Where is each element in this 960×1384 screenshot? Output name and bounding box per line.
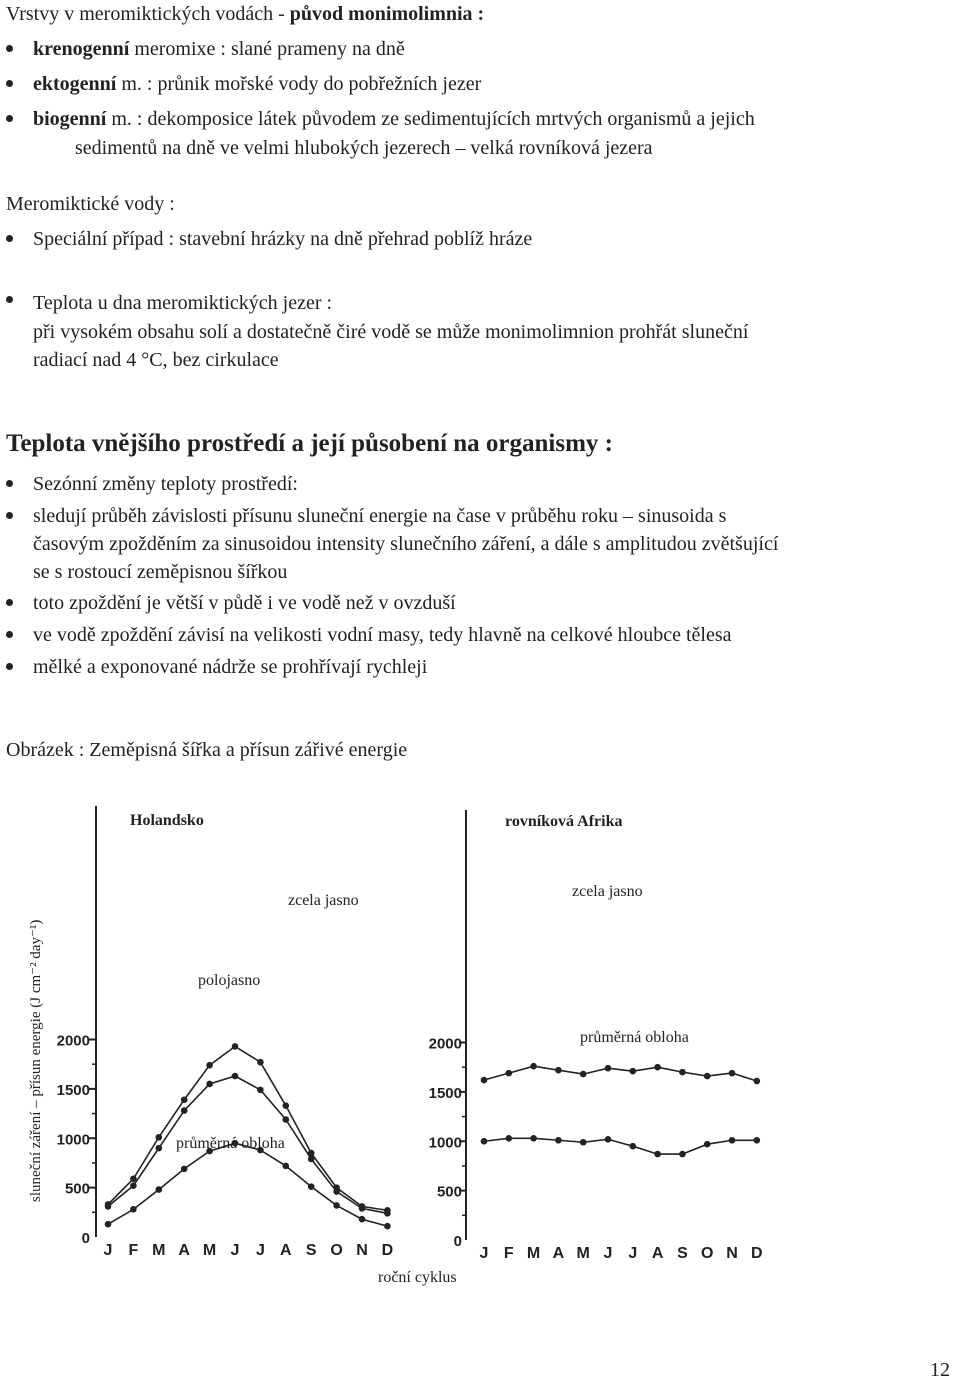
x-tick-label: M bbox=[202, 1242, 217, 1259]
x-tick-label: S bbox=[677, 1245, 688, 1262]
data-point bbox=[156, 1134, 163, 1141]
data-point bbox=[605, 1065, 612, 1072]
x-tick-label: A bbox=[280, 1242, 292, 1259]
list-item-continuation: časovým zpožděním za sinusoidou intensity slunečního záření, a dále s amplitudou zvětšující bbox=[33, 533, 779, 555]
list-item-continuation: se s rostoucí zeměpisnou šířkou bbox=[33, 561, 288, 583]
x-tick-label: D bbox=[381, 1242, 394, 1259]
data-point bbox=[530, 1135, 537, 1142]
data-point bbox=[654, 1151, 661, 1158]
list-item-text: m. : dekomposice látek původem ze sedimentujících mrtvých organismů a jejich bbox=[106, 108, 755, 130]
series-line bbox=[108, 1143, 387, 1226]
data-point bbox=[206, 1062, 213, 1069]
series-label: polojasno bbox=[198, 972, 261, 989]
x-tick-label: M bbox=[526, 1245, 541, 1262]
data-point bbox=[555, 1137, 562, 1144]
list-item: Speciální případ : stavební hrázky na dně přehrad poblíž hráze bbox=[33, 228, 533, 250]
series-line bbox=[484, 1066, 757, 1081]
list-item bbox=[33, 72, 481, 96]
list-item bbox=[33, 107, 755, 131]
list-item-continuation: při vysokém obsahu solí a dostatečně čiré vodě se může monimolimnion prohřát sluneční bbox=[33, 321, 749, 343]
data-point bbox=[530, 1063, 537, 1070]
data-point bbox=[506, 1070, 513, 1077]
x-tick-label: F bbox=[503, 1245, 514, 1262]
chart-right bbox=[429, 810, 763, 1262]
data-point bbox=[679, 1151, 686, 1158]
data-point bbox=[580, 1139, 587, 1146]
y-tick-label: 0 bbox=[453, 1233, 462, 1250]
section1-heading-bold: původ monimolimnia : bbox=[289, 3, 485, 25]
data-point bbox=[232, 1073, 239, 1080]
section1-heading bbox=[6, 2, 484, 26]
bullet-dot bbox=[6, 115, 13, 122]
x-tick-label: A bbox=[178, 1242, 190, 1259]
x-tick-label: J bbox=[603, 1245, 613, 1262]
bullet-dot bbox=[6, 235, 13, 242]
data-point bbox=[333, 1188, 340, 1195]
list-item: mělké a exponované nádrže se prohřívají rychleji bbox=[33, 656, 428, 678]
data-point bbox=[232, 1043, 239, 1050]
x-axis-label: roční cyklus bbox=[378, 1269, 457, 1286]
list-item: sledují průběh závislosti přísunu sluneční energie na čase v průběhu roku – sinusoida s bbox=[33, 505, 727, 527]
x-tick-label: S bbox=[305, 1242, 317, 1259]
data-point bbox=[283, 1102, 290, 1109]
data-point bbox=[481, 1138, 488, 1145]
list-item: Teplota u dna meromiktických jezer : bbox=[33, 292, 333, 314]
series-label: zcela jasno bbox=[572, 883, 643, 900]
bullet-dot bbox=[6, 512, 13, 519]
section2-heading: Meromiktické vody : bbox=[6, 193, 175, 215]
y-tick-label: 1500 bbox=[56, 1081, 90, 1099]
data-point bbox=[384, 1210, 391, 1217]
bullet-dot bbox=[6, 480, 13, 487]
y-axis-label: sluneční záření – přísun energie (J cm⁻² day⁻¹) bbox=[28, 919, 44, 1202]
x-tick-label: J bbox=[628, 1245, 638, 1262]
data-point bbox=[654, 1064, 661, 1071]
data-point bbox=[384, 1223, 391, 1230]
list-item: toto zpoždění je větší v půdě i ve vodě než v ovzduší bbox=[33, 592, 456, 614]
x-tick-label: O bbox=[700, 1245, 714, 1262]
solar-energy-figure bbox=[0, 790, 960, 1300]
bullet-dot bbox=[6, 631, 13, 638]
data-point bbox=[105, 1221, 112, 1228]
x-tick-label: N bbox=[356, 1242, 368, 1259]
chart-title: Holandsko bbox=[130, 812, 204, 829]
data-point bbox=[580, 1071, 587, 1078]
data-point bbox=[605, 1136, 612, 1143]
data-point bbox=[704, 1141, 711, 1148]
data-point bbox=[308, 1183, 315, 1190]
data-point bbox=[156, 1145, 163, 1152]
list-item-term: biogenní bbox=[33, 108, 107, 130]
data-point bbox=[506, 1135, 513, 1142]
y-tick-label: 0 bbox=[81, 1230, 90, 1247]
x-tick-label: J bbox=[230, 1242, 240, 1259]
data-point bbox=[359, 1216, 366, 1223]
list-item-term: ektogenní bbox=[33, 73, 117, 95]
data-point bbox=[181, 1166, 188, 1173]
data-point bbox=[105, 1203, 112, 1210]
list-item-text: meromixe : slané prameny na dně bbox=[129, 38, 405, 60]
bullet-dot bbox=[6, 80, 13, 87]
figure-caption: Obrázek : Zeměpisná šířka a přísun zářivé energie bbox=[6, 739, 408, 761]
x-tick-label: M bbox=[576, 1245, 590, 1262]
data-point bbox=[754, 1137, 761, 1144]
x-tick-label: A bbox=[651, 1245, 664, 1262]
data-point bbox=[704, 1073, 711, 1080]
data-point bbox=[333, 1202, 340, 1209]
y-tick-label: 1000 bbox=[56, 1131, 90, 1149]
data-point bbox=[283, 1116, 290, 1123]
y-tick-label: 500 bbox=[436, 1183, 462, 1201]
x-tick-label: J bbox=[255, 1242, 265, 1259]
data-point bbox=[206, 1081, 213, 1088]
data-point bbox=[679, 1069, 686, 1076]
data-point bbox=[257, 1087, 264, 1094]
data-point bbox=[359, 1205, 366, 1212]
chart-left bbox=[57, 806, 394, 1259]
y-tick-label: 2000 bbox=[56, 1032, 90, 1050]
section1-heading-plain: Vrstvy v meromiktických vodách - bbox=[6, 3, 290, 25]
section3-heading: Teplota vnějšího prostředí a její působení na organismy : bbox=[6, 430, 614, 457]
y-tick-label: 1500 bbox=[428, 1084, 462, 1102]
data-point bbox=[630, 1068, 637, 1075]
list-item-continuation: sedimentů na dně ve velmi hlubokých jezerech – velká rovníková jezera bbox=[75, 137, 653, 159]
chart-title: rovníková Afrika bbox=[505, 813, 623, 830]
list-item: ve vodě zpoždění závisí na velikosti vodní masy, tedy hlavně na celkové hloubce tělesa bbox=[33, 624, 732, 646]
x-tick-label: J bbox=[103, 1242, 113, 1259]
y-tick-label: 500 bbox=[64, 1180, 90, 1198]
bullet-dot bbox=[6, 663, 13, 670]
x-tick-label: M bbox=[152, 1242, 166, 1259]
x-tick-label: N bbox=[726, 1245, 738, 1262]
data-point bbox=[308, 1156, 315, 1163]
data-point bbox=[130, 1182, 137, 1189]
list-item-term: krenogenní bbox=[33, 38, 130, 60]
data-point bbox=[729, 1070, 736, 1077]
x-tick-label: D bbox=[751, 1245, 763, 1262]
x-tick-label: F bbox=[128, 1242, 139, 1259]
y-tick-label: 1000 bbox=[428, 1134, 462, 1152]
series-line bbox=[108, 1046, 387, 1210]
data-point bbox=[181, 1096, 188, 1103]
data-point bbox=[257, 1059, 264, 1066]
y-tick-label: 2000 bbox=[428, 1035, 462, 1053]
x-tick-label: J bbox=[479, 1245, 489, 1262]
data-point bbox=[156, 1186, 163, 1193]
page-number: 12 bbox=[930, 1359, 950, 1381]
data-point bbox=[283, 1163, 290, 1170]
series-label: zcela jasno bbox=[288, 892, 359, 909]
data-point bbox=[754, 1078, 761, 1085]
data-point bbox=[130, 1206, 137, 1213]
x-tick-label: A bbox=[552, 1245, 565, 1262]
data-point bbox=[729, 1137, 736, 1144]
list-item bbox=[33, 37, 405, 61]
bullet-dot bbox=[6, 45, 13, 52]
data-point bbox=[555, 1067, 562, 1074]
list-item: Sezónní změny teploty prostředí: bbox=[33, 473, 298, 495]
bullet-dot bbox=[6, 296, 13, 303]
series-label: průměrná obloha bbox=[580, 1029, 689, 1046]
data-point bbox=[481, 1077, 488, 1084]
x-tick-label: O bbox=[330, 1242, 343, 1259]
series-label: průměrná obloha bbox=[176, 1135, 285, 1152]
list-item-continuation: radiací nad 4 °C, bez cirkulace bbox=[33, 349, 279, 371]
data-point bbox=[630, 1143, 637, 1150]
bullet-dot bbox=[6, 599, 13, 606]
list-item-text: m. : průnik mořské vody do pobřežních jezer bbox=[116, 73, 482, 95]
data-point bbox=[181, 1107, 188, 1114]
series-line bbox=[484, 1138, 757, 1154]
